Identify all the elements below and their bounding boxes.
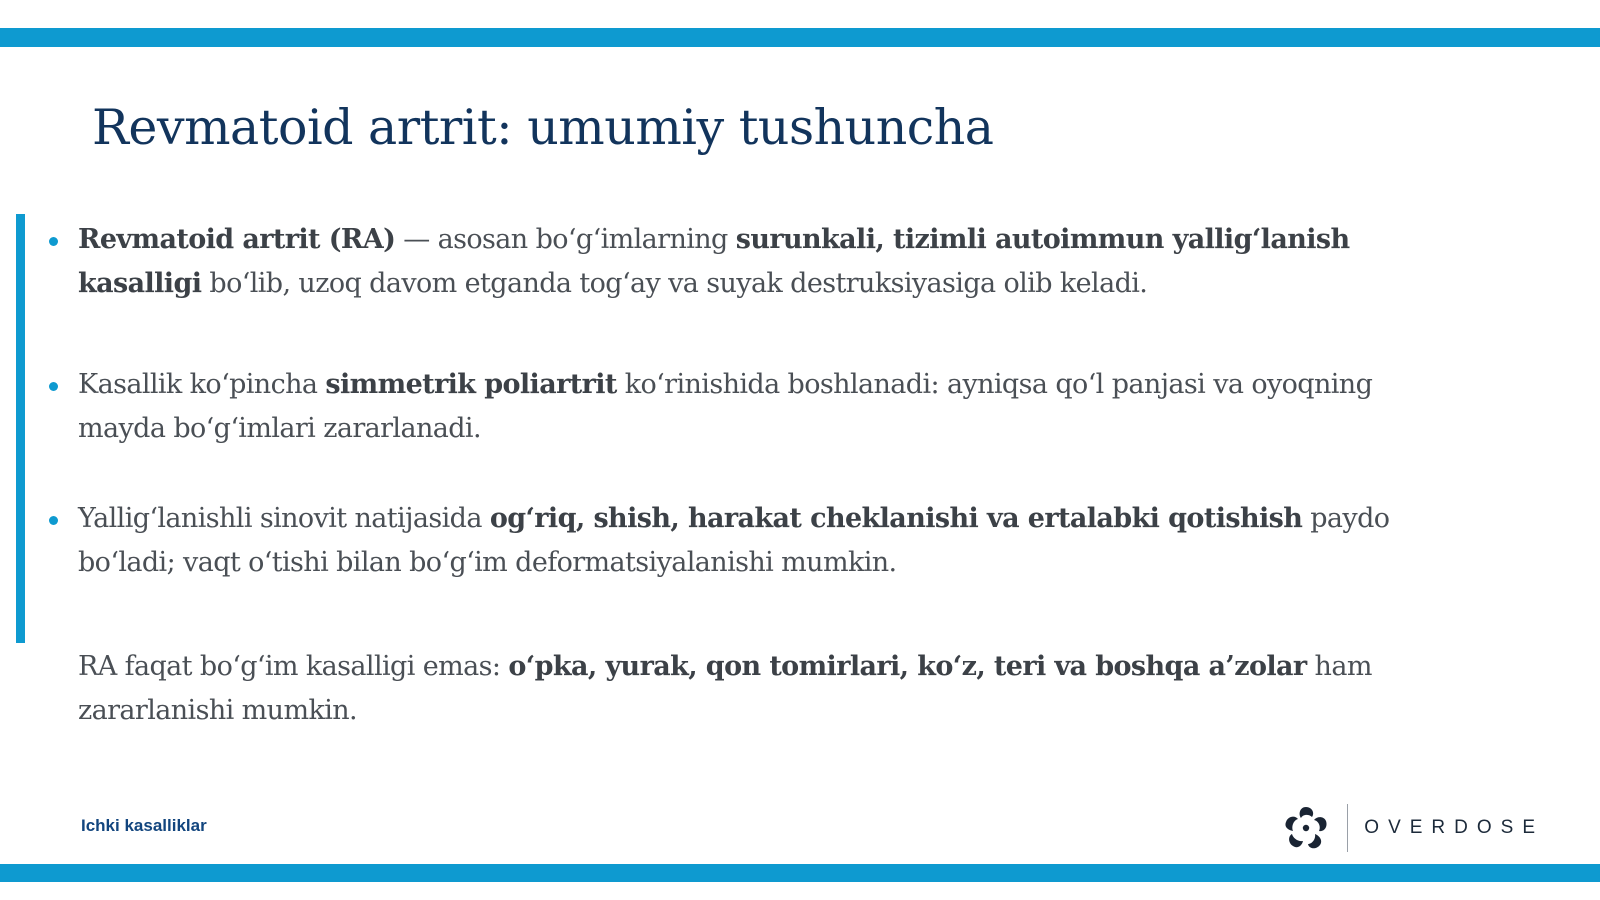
note-segment: ham zararlanishi mumkin. (78, 651, 1372, 726)
bullet-segment: Yallig‘lanishli sinovit natijasida (78, 503, 490, 534)
bullet-dot-icon (49, 382, 58, 391)
brand-logo-lockup (1279, 800, 1544, 856)
note-segment: RA faqat bo‘g‘im kasalligi emas: (78, 651, 509, 682)
bullet-item (78, 363, 1398, 451)
bullet-segment: — asosan bo‘g‘imlarning (395, 224, 736, 255)
bullet-segment: bo‘lib, uzoq davom etganda tog‘ay va suyak destruksiyasiga olib keladi. (201, 268, 1148, 299)
bullet-segment: simmetrik poliartrit (325, 369, 617, 400)
brand-name: OVERDOSE (1364, 817, 1544, 838)
note-paragraph (78, 645, 1398, 733)
slide-title: Revmatoid artrit: umumiy tushuncha (92, 99, 994, 156)
bullet-dot-icon (49, 516, 58, 525)
bullet-item (78, 497, 1398, 585)
bullet-dot-icon (49, 237, 58, 246)
bullet-segment: Revmatoid artrit (RA) (78, 224, 396, 255)
bottom-accent-bar (0, 864, 1600, 882)
left-accent-line (16, 214, 25, 643)
bullet-item (78, 218, 1398, 306)
bullet-segment: og‘riq, shish, harakat cheklanishi va ertalabki qotishish (489, 503, 1303, 534)
note-segment: o‘pka, yurak, qon tomirlari, ko‘z, teri va boshqa a’zolar (508, 651, 1307, 682)
bullet-segment: surunkali, tizimli autoimmun yallig‘lanish kasalligi (78, 224, 1350, 299)
top-accent-bar (0, 28, 1600, 47)
bullet-segment: paydo bo‘ladi; vaqt o‘tishi bilan bo‘g‘im deformatsiyalanishi mumkin. (78, 503, 1390, 578)
bullet-segment: ko‘rinishida boshlanadi: ayniqsa qo‘l panjasi va oyoqning mayda bo‘g‘imlari zararlanadi. (78, 369, 1373, 444)
bullet-segment: Kasallik ko‘pincha (78, 369, 326, 400)
overdose-logo-icon (1279, 801, 1333, 855)
brand-divider (1347, 804, 1348, 852)
footer-section-label: Ichki kasalliklar (81, 816, 207, 835)
